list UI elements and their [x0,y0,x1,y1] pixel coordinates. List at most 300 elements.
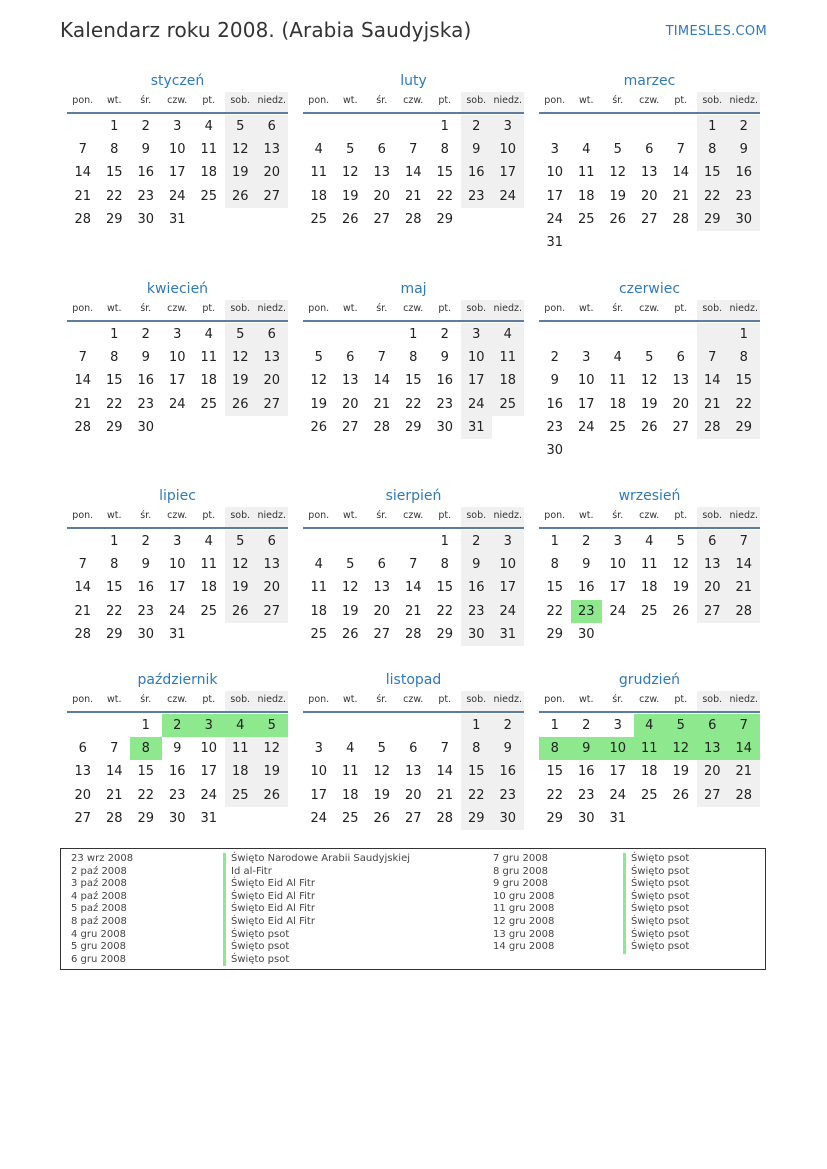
day-cell: 26 [256,784,288,807]
day-cell: 20 [373,188,391,204]
day-cell: 10 [577,373,595,389]
day-cell: 19 [609,188,627,204]
day-cell: 17 [609,764,627,780]
day-cell: 6 [377,142,386,158]
day-cell: 11 [200,142,218,158]
day-cell: 15 [728,369,760,392]
empty-day-cell [99,714,131,737]
weekday-label: pon. [308,694,330,705]
day-cell: 19 [225,161,257,184]
day-cell: 6 [256,323,288,346]
weekday-label: czw. [639,510,660,521]
day-cell: 5 [346,142,355,158]
day-cell: 13 [256,138,288,161]
day-cell: 3 [492,115,524,138]
day-cell: 6 [256,115,288,138]
day-cell: 10 [200,741,218,757]
day-cell: 26 [640,419,658,435]
day-cell: 21 [728,760,760,783]
day-cell: 12 [341,165,359,181]
weekday-header [539,507,760,529]
day-cell: 28 [74,419,92,435]
day-cell: 10 [168,557,186,573]
day-cell: 25 [609,419,627,435]
day-cell: 10 [461,346,493,369]
day-cell: 24 [609,787,627,803]
day-cell: 24 [461,393,493,416]
day-cell: 9 [173,741,182,757]
day-cell: 21 [404,603,422,619]
day-cell: 12 [256,737,288,760]
weekday-label: pt. [202,303,216,314]
day-cell: 17 [168,165,186,181]
day-cell: 15 [461,760,493,783]
weekday-label: pt. [438,303,452,314]
day-cell: 17 [492,576,524,599]
day-cell: 2 [492,714,524,737]
day-cell: 9 [141,142,150,158]
day-cell: 24 [168,396,186,412]
day-cell: 12 [640,373,658,389]
day-cell: 21 [74,188,92,204]
month-block [539,669,760,830]
day-cell: 13 [672,373,690,389]
month-name: kwiecień [146,281,209,297]
weekday-label: wt. [106,95,122,106]
day-cell: 14 [105,764,123,780]
holiday-date: 11 gru 2008 [493,903,555,915]
weekday-label: śr. [612,303,624,314]
day-grid [67,115,288,231]
day-cell: 25 [577,211,595,227]
day-cell: 23 [137,603,155,619]
weekday-label: pt. [438,510,452,521]
brand-link[interactable]: TIMESLES.COM [665,24,767,39]
weekday-label: czw. [167,510,188,521]
month-name: czerwiec [618,281,681,297]
day-cell: 13 [373,580,391,596]
day-cell: 31 [609,810,627,826]
day-cell: 18 [640,764,658,780]
day-cell: 4 [492,323,524,346]
day-cell: 19 [256,760,288,783]
month-block [539,485,760,646]
day-cell: 30 [492,807,524,830]
day-cell: 2 [728,115,760,138]
day-cell: 9 [728,138,760,161]
weekday-label: pt. [438,694,452,705]
month-block [67,278,288,439]
day-cell: 27 [256,393,288,416]
day-cell: 14 [74,580,92,596]
day-cell: 9 [141,557,150,573]
day-cell: 27 [256,600,288,623]
day-cell: 16 [461,161,493,184]
weekday-label: sob. [461,691,493,711]
weekday-label: sob. [697,300,729,320]
day-cell: 1 [141,718,150,733]
day-cell: 5 [676,534,685,549]
day-cell: 26 [225,393,257,416]
day-cell: 7 [676,142,685,158]
day-cell: 29 [436,211,454,227]
empty-day-cell [303,530,335,553]
day-cell: 30 [436,419,454,435]
holiday-date: 8 paź 2008 [71,915,127,927]
holiday-date: 14 gru 2008 [493,941,555,953]
day-cell: 14 [672,165,690,181]
day-cell: 23 [577,787,595,803]
holiday-legend [60,848,766,970]
empty-day-cell [665,115,697,138]
day-cell: 25 [200,188,218,204]
day-cell: 7 [110,741,119,757]
day-cell: 11 [310,580,328,596]
day-cell: 12 [225,346,257,369]
day-cell: 16 [461,576,493,599]
day-cell: 16 [577,580,595,596]
weekday-label: pon. [72,694,94,705]
day-cell: 2 [440,327,449,342]
day-cell: 15 [546,764,564,780]
day-cell: 14 [404,580,422,596]
day-grid [539,323,760,462]
weekday-label: czw. [639,95,660,106]
weekday-label: sob. [225,691,257,711]
holiday-day-cell: 2 [162,714,194,737]
empty-day-cell [697,323,729,346]
day-cell: 13 [74,764,92,780]
day-cell: 3 [173,119,182,134]
day-cell: 2 [550,350,559,366]
day-cell: 26 [225,600,257,623]
holiday-day-cell: 4 [225,714,257,737]
holiday-name: Święto psot [623,916,689,929]
weekday-label: sob. [697,92,729,112]
weekday-label: wt. [342,694,358,705]
day-cell: 7 [440,741,449,757]
day-cell: 14 [728,553,760,576]
day-cell: 3 [613,534,622,549]
day-cell: 4 [204,534,213,549]
day-cell: 15 [137,764,155,780]
day-cell: 19 [225,369,257,392]
holiday-date: 4 gru 2008 [71,928,126,940]
day-cell: 11 [200,350,218,366]
day-cell: 5 [346,557,355,573]
day-cell: 5 [613,142,622,158]
weekday-label: czw. [403,303,424,314]
weekday-label: wt. [342,303,358,314]
day-cell: 28 [697,416,729,439]
weekday-header [303,691,524,713]
legend-left-dates [71,853,133,966]
weekday-label: niedz. [728,300,760,320]
day-cell: 22 [546,603,564,619]
weekday-label: sob. [697,507,729,527]
day-cell: 9 [141,350,150,366]
day-cell: 27 [697,600,729,623]
weekday-label: sob. [461,507,493,527]
legend-right-names [623,853,689,954]
day-cell: 19 [640,396,658,412]
day-cell: 2 [461,530,493,553]
day-cell: 16 [492,760,524,783]
day-cell: 19 [310,396,328,412]
day-cell: 19 [341,188,359,204]
day-cell: 15 [105,373,123,389]
holiday-day-cell: 6 [697,714,729,737]
day-cell: 2 [582,534,591,549]
day-cell: 29 [436,626,454,642]
month-name: sierpień [385,488,442,504]
empty-day-cell [67,323,99,346]
day-cell: 6 [645,142,654,158]
day-cell: 1 [440,119,449,134]
holiday-name: Święto Eid Al Fitr [223,916,410,929]
day-cell: 25 [341,810,359,826]
day-cell: 24 [609,603,627,619]
day-cell: 25 [310,211,328,227]
weekday-label: pt. [202,510,216,521]
holiday-date: 8 gru 2008 [493,865,548,877]
weekday-label: sob. [461,300,493,320]
day-cell: 25 [640,603,658,619]
day-cell: 14 [373,373,391,389]
holiday-day-cell: 5 [665,714,697,737]
holiday-name: Święto psot [623,929,689,942]
holiday-name: Święto Eid Al Fitr [223,878,410,891]
day-cell: 15 [105,165,123,181]
day-cell: 8 [110,557,119,573]
empty-day-cell [539,323,571,346]
day-cell: 18 [577,188,595,204]
weekday-label: śr. [140,510,152,521]
day-cell: 15 [546,580,564,596]
day-cell: 27 [697,784,729,807]
day-cell: 18 [200,165,218,181]
weekday-label: sob. [697,691,729,711]
day-cell: 8 [461,737,493,760]
holiday-name: Święto Eid Al Fitr [223,891,410,904]
day-cell: 21 [105,787,123,803]
day-cell: 30 [577,810,595,826]
weekday-label: pon. [544,694,566,705]
day-cell: 13 [697,553,729,576]
holiday-date: 3 paź 2008 [71,878,127,890]
day-cell: 8 [440,142,449,158]
holiday-day-cell: 14 [728,737,760,760]
day-cell: 26 [341,626,359,642]
day-cell: 20 [256,369,288,392]
day-cell: 29 [546,810,564,826]
day-cell: 24 [577,419,595,435]
day-cell: 13 [373,165,391,181]
weekday-label: pt. [202,95,216,106]
day-cell: 5 [225,323,257,346]
day-cell: 25 [225,784,257,807]
empty-day-cell [634,323,666,346]
day-cell: 7 [78,142,87,158]
day-cell: 15 [436,165,454,181]
day-cell: 8 [697,138,729,161]
day-cell: 30 [137,626,155,642]
day-grid [539,714,760,830]
day-cell: 4 [204,327,213,342]
holiday-date: 4 paź 2008 [71,890,127,902]
day-cell: 9 [461,138,493,161]
holiday-day-cell: 12 [665,737,697,760]
holiday-name: Święto psot [223,929,410,942]
day-cell: 6 [676,350,685,366]
weekday-header [539,92,760,114]
holiday-day-cell: 8 [539,737,571,760]
day-cell: 16 [137,165,155,181]
holiday-day-cell: 13 [697,737,729,760]
day-cell: 8 [110,350,119,366]
weekday-label: śr. [140,303,152,314]
day-cell: 10 [492,553,524,576]
day-cell: 28 [74,211,92,227]
day-cell: 6 [346,350,355,366]
holiday-name: Święto Narodowe Arabii Saudyjskiej [223,853,410,866]
weekday-label: czw. [639,694,660,705]
weekday-header [303,92,524,114]
weekday-label: sob. [225,507,257,527]
day-cell: 3 [550,142,559,158]
weekday-label: wt. [578,510,594,521]
day-cell: 12 [225,138,257,161]
weekday-label: czw. [403,95,424,106]
day-cell: 23 [461,185,493,208]
day-grid [303,323,524,439]
holiday-name: Święto psot [623,941,689,954]
day-cell: 7 [409,142,418,158]
weekday-label: pt. [674,95,688,106]
day-cell: 3 [314,741,323,757]
holiday-date: 6 gru 2008 [71,953,126,965]
holiday-date: 5 paź 2008 [71,903,127,915]
day-cell: 4 [346,741,355,757]
day-cell: 21 [672,188,690,204]
day-cell: 30 [546,442,564,458]
day-cell: 19 [672,764,690,780]
holiday-date: 12 gru 2008 [493,915,555,927]
day-cell: 29 [105,419,123,435]
day-cell: 5 [377,741,386,757]
day-cell: 25 [200,396,218,412]
day-cell: 4 [645,534,654,549]
day-cell: 29 [546,626,564,642]
day-cell: 17 [168,373,186,389]
day-cell: 3 [173,534,182,549]
weekday-label: niedz. [728,92,760,112]
day-cell: 27 [373,626,391,642]
day-cell: 17 [168,580,186,596]
weekday-header [539,691,760,713]
holiday-date: 2 paź 2008 [71,865,127,877]
day-cell: 2 [582,718,591,733]
month-block [539,278,760,462]
day-cell: 11 [341,764,359,780]
month-name: marzec [623,73,676,89]
day-cell: 30 [137,419,155,435]
day-cell: 1 [728,323,760,346]
day-cell: 2 [141,119,150,134]
weekday-label: niedz. [492,691,524,711]
empty-day-cell [665,323,697,346]
weekday-label: czw. [639,303,660,314]
weekday-label: pon. [308,303,330,314]
weekday-header [539,300,760,322]
day-cell: 15 [697,161,729,184]
day-cell: 16 [546,396,564,412]
holiday-name: Święto psot [223,954,410,967]
holiday-day-cell: 9 [571,737,603,760]
day-cell: 15 [436,580,454,596]
day-cell: 21 [697,393,729,416]
day-cell: 21 [74,603,92,619]
day-cell: 27 [256,185,288,208]
day-cell: 3 [173,327,182,342]
weekday-label: wt. [578,95,594,106]
empty-day-cell [602,115,634,138]
day-cell: 17 [461,369,493,392]
day-cell: 18 [640,580,658,596]
weekday-label: wt. [106,510,122,521]
weekday-header [67,92,288,114]
weekday-label: wt. [106,303,122,314]
day-cell: 3 [492,530,524,553]
holiday-name: Święto psot [623,878,689,891]
day-cell: 19 [341,603,359,619]
holiday-day-cell: 11 [634,737,666,760]
day-cell: 7 [728,530,760,553]
weekday-label: pon. [72,303,94,314]
empty-day-cell [67,714,99,737]
day-cell: 28 [74,626,92,642]
day-cell: 14 [436,764,454,780]
day-cell: 1 [110,327,119,342]
holiday-day-cell: 4 [634,714,666,737]
day-cell: 17 [492,161,524,184]
day-cell: 7 [78,557,87,573]
day-cell: 1 [550,718,559,733]
day-cell: 24 [200,787,218,803]
day-grid [67,530,288,646]
weekday-label: czw. [403,694,424,705]
day-cell: 26 [341,211,359,227]
weekday-label: sob. [225,300,257,320]
day-cell: 4 [314,557,323,573]
month-block [67,485,288,646]
weekday-label: pt. [438,95,452,106]
day-cell: 2 [461,115,493,138]
day-cell: 14 [404,165,422,181]
day-cell: 28 [436,810,454,826]
weekday-label: pon. [308,510,330,521]
day-cell: 24 [310,810,328,826]
holiday-day-cell: 7 [728,714,760,737]
day-cell: 27 [640,211,658,227]
day-cell: 24 [546,211,564,227]
day-cell: 21 [373,396,391,412]
day-cell: 24 [492,600,524,623]
holiday-name: Święto Eid Al Fitr [223,903,410,916]
day-cell: 28 [728,784,760,807]
weekday-label: wt. [342,510,358,521]
day-cell: 23 [728,185,760,208]
